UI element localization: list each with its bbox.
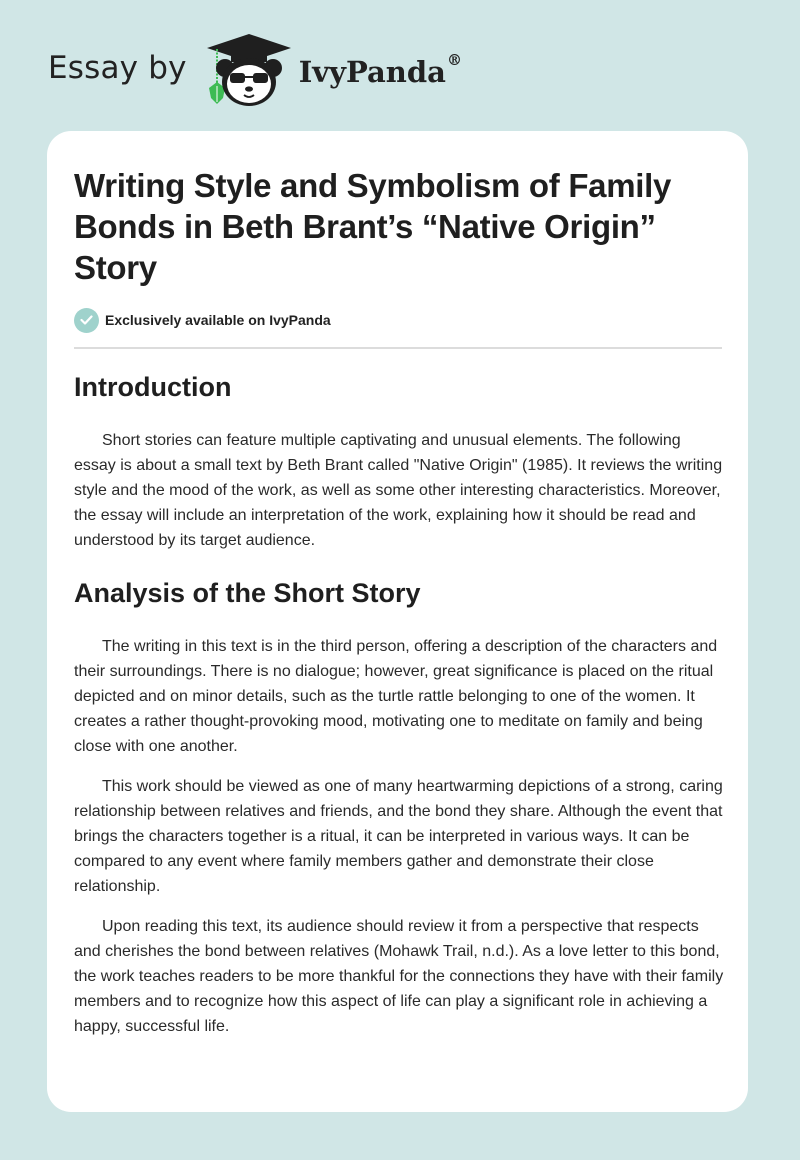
- section-heading: Analysis of the Short Story: [74, 578, 421, 608]
- title-divider: [74, 347, 722, 349]
- exclusive-badge: [74, 307, 722, 333]
- paragraph: Short stories can feature multiple captivating and unusual elements. The following essay is about a small text by Beth Brant called "Native Origin" (1985). It reviews the writing style and the mood of the work, as well as some other interesting characteristics. Moreover, the essay will include an interpretation of the work, explaining how it should be read and understood by its target audience.: [74, 432, 723, 549]
- paragraph: The writing in this text is in the third person, offering a description of the characters and their surroundings. There is no dialogue; however, great significance is placed on the ritual depicted and on minor details, such as the turtle rattle belonging to one of the women. It creates a rather thought-provoking mood, motivating one to meditate on family and being close with one another.: [74, 638, 718, 755]
- paragraph: This work should be viewed as one of many heartwarming depictions of a strong, caring relationship between relatives and friends, and the bond they share. Although the event that brings the characters together is a ritual, it can be interpreted in various ways. It can be compared to any event where family members gather and demonstrate their close relationship.: [74, 778, 723, 895]
- brand-text: IvyPanda: [298, 55, 446, 89]
- paragraph: Upon reading this text, its audience should review it from a perspective that respects and cherishes the bond between relatives (Mohawk Trail, n.d.). As a love letter to this bond, the work teaches readers to be more thankful for the connections they have with their family members and to recognize how this aspect of life can play a significant role in achieving a happy, successful life.: [74, 918, 724, 1035]
- registered-mark: ®: [446, 51, 462, 69]
- site-header: [48, 30, 462, 110]
- brand-name[interactable]: [298, 51, 462, 89]
- check-circle-icon: [74, 308, 99, 333]
- essay-by-label: Essay by: [48, 50, 187, 86]
- section-analysis: [74, 577, 722, 1039]
- section-heading: Introduction: [74, 372, 232, 402]
- essay-card: [47, 131, 748, 1112]
- essay-title: Writing Style and Symbolism of Family Bonds in Beth Brant’s “Native Origin” Story: [74, 167, 672, 286]
- exclusive-label: Exclusively available on IvyPanda: [105, 312, 331, 328]
- panda-graduate-logo-icon[interactable]: [205, 32, 293, 108]
- section-introduction: [74, 371, 722, 553]
